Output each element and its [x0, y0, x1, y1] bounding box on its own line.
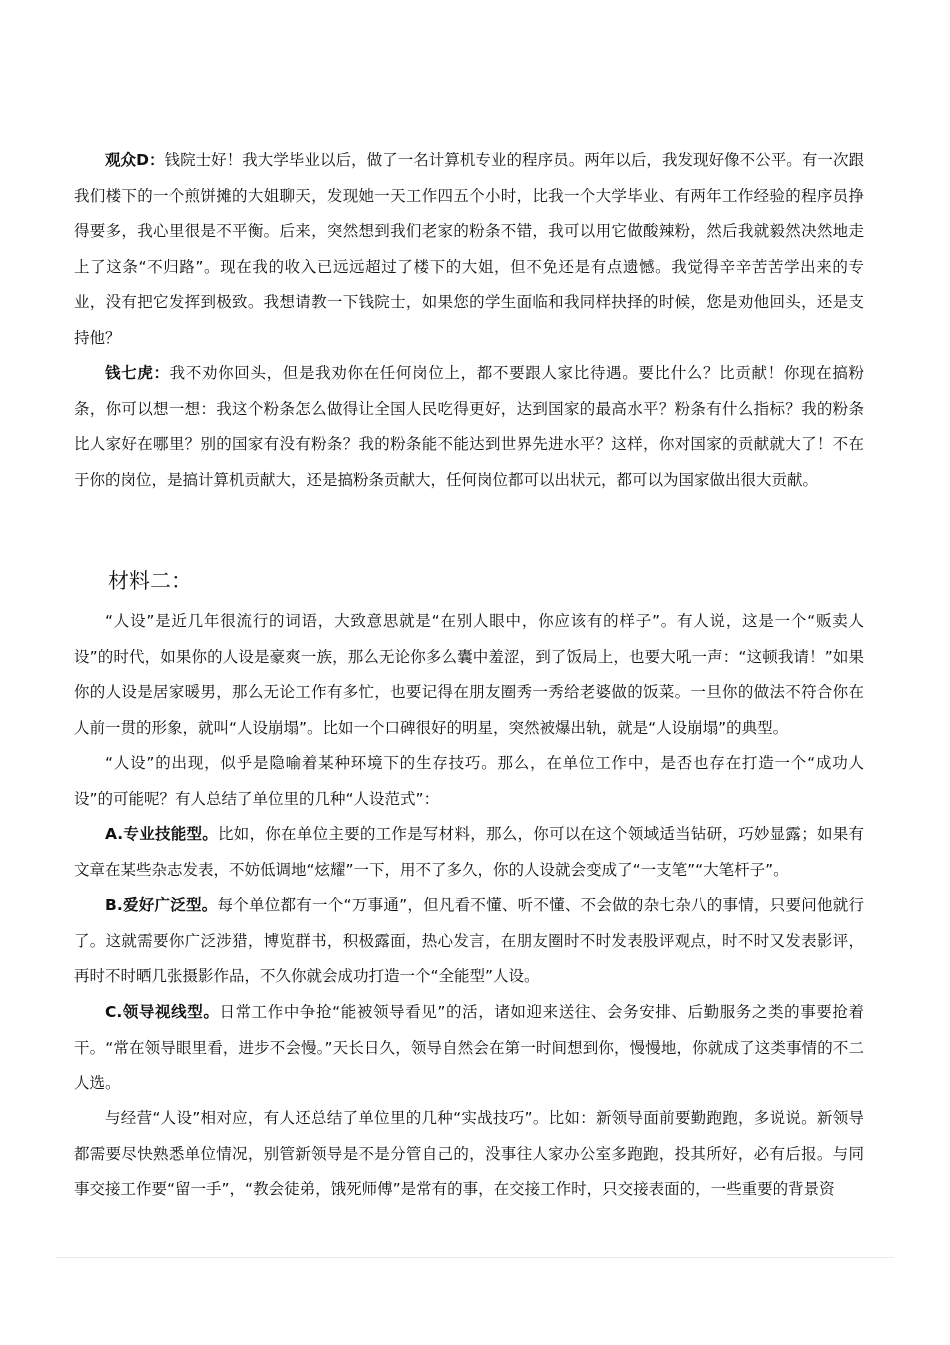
dialogue-text: 我不劝你回头，但是我劝你在任何岗位上，都不要跟人家比待遇。要比什么？比贡献！你现在搞粉条，你可以想一想：我这个粉条怎么做得让全国人民吃得更好，达到国家的最高水平？粉条有什么指标？我的粉条比人家好在哪里？别的国家有没有粉条？我的粉条能不能达到世界先进水平？这样，你对国家的贡献就大了！不在于你的岗位，是搞计算机贡献大，还是搞粉条贡献大，任何岗位都可以出状元，都可以为国家做出很大贡献。 [74, 364, 864, 489]
paragraph-renshe-intro: “人设”是近几年很流行的词语，大致意思就是“在别人眼中，你应该有的样子”。有人说，这是一个“贩卖人设”的时代，如果你的人设是豪爽一族，那么无论你多么囊中羞涩，到了饭局上，也要大吼一声：“这顿我请！”如果你的人设是居家暖男，那么无论工作有多忙，也要记得在朋友圈秀一秀给老婆做的饭菜。一旦你的做法不符合你在人前一贯的形象，就叫“人设崩塌”。比如一个口碑很好的明星，突然被爆出轨，就是“人设崩塌”的典型。 [74, 612, 864, 737]
type-b-text: 每个单位都有一个“万事通”，但凡看不懂、听不懂、不会做的杂七杂八的事情，只要问他就行了。这就需要你广泛涉猎，博览群书，积极露面，热心发言，在朋友圈时不时发表股评观点，时不时又发表影评，再时不时晒几张摄影作品，不久你就会成功打造一个“全能型”人设。 [74, 896, 865, 985]
dialogue-audience-d [74, 143, 864, 356]
paragraph-type-c [74, 995, 864, 1102]
paragraph-renshe-question: “人设”的出现，似乎是隐喻着某种环境下的生存技巧。那么，在单位工作中，是否也存在打造一个“成功人设”的可能呢？有人总结了单位里的几种“人设范式”： [74, 754, 864, 808]
type-a-title: A.专业技能型。 [105, 825, 219, 843]
type-c-text: 日常工作中争抢“能被领导看见”的活，诸如迎来送往、会务安排、后勤服务之类的事要抢着干。“常在领导眼里看，进步不会慢。”天长日久，领导自然会在第一时间想到你，慢慢地，你就成了这类事情的不二人选。 [74, 1003, 864, 1092]
type-b-title: B.爱好广泛型。 [105, 896, 218, 914]
section-heading: 材料二： [108, 569, 192, 593]
type-a-text: 比如，你在单位主要的工作是写材料，那么，你可以在这个领域适当钻研，巧妙显露；如果有文章在某些杂志发表，不妨低调地“炫耀”一下，用不了多久，你的人设就会变成了“一支笔”“大笔杆子”。 [74, 825, 864, 879]
speaker-audience-d: 观众D： [105, 151, 165, 169]
footer-divider [56, 1257, 894, 1258]
dialogue-qian-qihu [74, 356, 864, 498]
paragraph-type-b [74, 888, 864, 995]
paragraph-tactics: 与经营“人设”相对应，有人还总结了单位里的几种“实战技巧”。比如：新领导面前要勤跑跑，多说说。新领导都需要尽快熟悉单位情况，别管新领导是不是分管自己的，没事往人家办公室多跑跑，投其所好，必有后报。与同事交接工作要“留一手”，“教会徒弟，饿死师傅”是常有的事，在交接工作时，只交接表面的，一些重要的背景资 [74, 1109, 864, 1198]
paragraph-type-a [74, 817, 864, 888]
dialogue-text: 钱院士好！我大学毕业以后，做了一名计算机专业的程序员。两年以后，我发现好像不公平。有一次跟我们楼下的一个煎饼摊的大姐聊天，发现她一天工作四五个小时，比我一个大学毕业、有两年工作经验的程序员挣得要多，我心里很是不平衡。后来，突然想到我们老家的粉条不错，我可以用它做酸辣粉，然后我就毅然决然地走上了这条“不归路”。现在我的收入已远远超过了楼下的大姐，但不免还是有点遗憾。我觉得辛辛苦苦学出来的专业，没有把它发挥到极致。我想请教一下钱院士，如果您的学生面临和我同样抉择的时候，您是劝他回头，还是支持他？ [74, 151, 864, 347]
speaker-qian-qihu: 钱七虎： [105, 364, 170, 382]
type-c-title: C.领导视线型。 [105, 1003, 220, 1021]
